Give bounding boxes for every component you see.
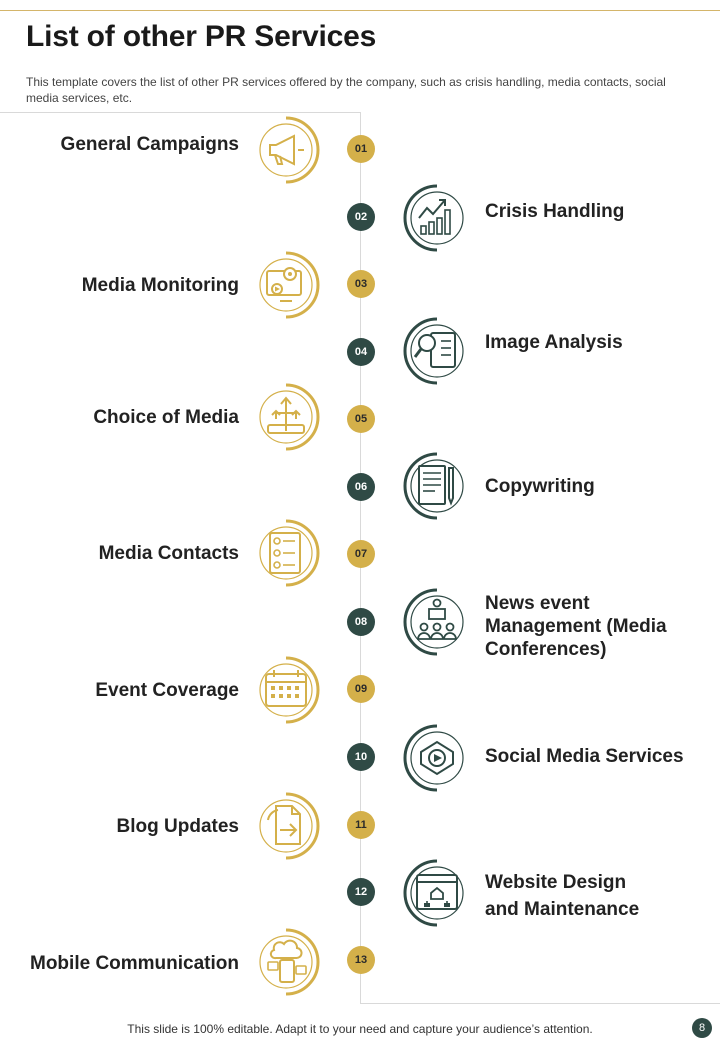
video-play-icon xyxy=(401,722,473,794)
document-update-icon xyxy=(250,790,322,862)
page-title: List of other PR Services xyxy=(26,20,377,53)
service-label-08: News event Management (Media Conferences) xyxy=(485,593,667,660)
step-number-06: 06 xyxy=(347,473,375,501)
step-number-07: 07 xyxy=(347,540,375,568)
document-pencil-icon xyxy=(401,450,473,522)
mobile-cloud-icon xyxy=(250,926,322,998)
service-label-07: Media Contacts xyxy=(98,543,239,564)
service-label-12: Website Design and Maintenance xyxy=(485,872,640,920)
conference-icon xyxy=(401,586,473,658)
frame-top-line xyxy=(0,112,360,113)
page-number: 8 xyxy=(692,1018,712,1038)
step-number-08: 08 xyxy=(347,608,375,636)
step-number-10: 10 xyxy=(347,743,375,771)
direction-signs-icon xyxy=(250,381,322,453)
service-label-10: Social Media Services xyxy=(485,746,684,767)
service-label-04: Image Analysis xyxy=(485,332,623,353)
service-label-06: Copywriting xyxy=(485,476,595,497)
top-rule xyxy=(0,10,720,11)
step-number-01: 01 xyxy=(347,135,375,163)
service-label-03: Media Monitoring xyxy=(81,275,239,296)
step-number-02: 02 xyxy=(347,203,375,231)
contacts-list-icon xyxy=(250,517,322,589)
magnifier-document-icon xyxy=(401,315,473,387)
website-sitemap-icon xyxy=(401,857,473,929)
service-label-02: Crisis Handling xyxy=(485,201,625,222)
step-number-11: 11 xyxy=(347,811,375,839)
step-number-04: 04 xyxy=(347,338,375,366)
step-number-05: 05 xyxy=(347,405,375,433)
page-subtitle: This template covers the list of other PR services offered by the company, such as crisis handling, media contacts, social media services, etc. xyxy=(26,75,666,105)
rising-chart-icon xyxy=(401,182,473,254)
footer-text: This slide is 100% editable. Adapt it to your need and capture your audience’s attention. xyxy=(127,1022,593,1036)
calendar-icon xyxy=(250,654,322,726)
frame-bottom-line xyxy=(360,1003,720,1004)
step-number-13: 13 xyxy=(347,946,375,974)
service-label-09: Event Coverage xyxy=(95,680,239,701)
service-label-11: Blog Updates xyxy=(116,816,239,837)
megaphone-icon xyxy=(250,114,322,186)
service-label-01: General Campaigns xyxy=(60,134,239,155)
step-number-12: 12 xyxy=(347,878,375,906)
service-label-13: Mobile Communication xyxy=(30,953,239,974)
step-number-09: 09 xyxy=(347,675,375,703)
step-number-03: 03 xyxy=(347,270,375,298)
media-monitor-icon xyxy=(250,249,322,321)
service-label-05: Choice of Media xyxy=(93,407,239,428)
